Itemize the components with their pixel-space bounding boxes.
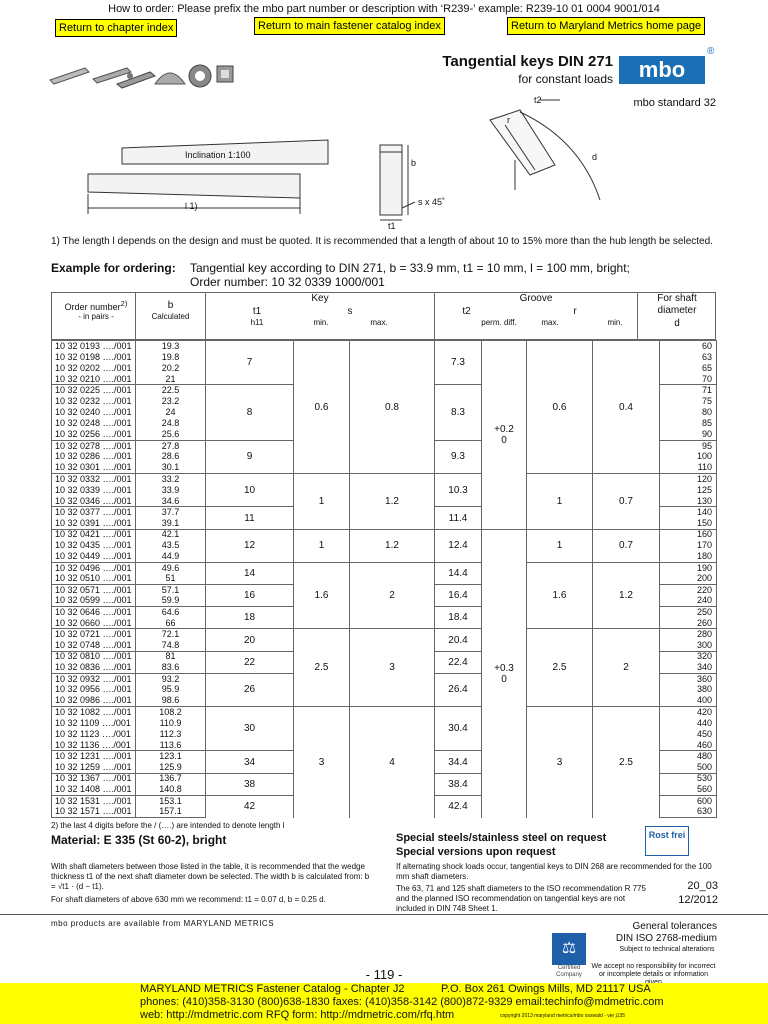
mbo-logo: mbo (619, 56, 705, 84)
b-header: b (167, 300, 174, 311)
order-number-header: Order number$^{2)}$ (64, 299, 128, 312)
b-cell: 27.8 (136, 440, 206, 451)
availability-note: mbo products are available from MARYLAND METRICS (51, 919, 275, 928)
technical-drawing (60, 90, 660, 230)
order-number-cell: 10 32 0449 …./001 (52, 551, 136, 562)
perm-diff-lower: 0 (501, 673, 507, 685)
order-number-cell: 10 32 1136 …./001 (52, 740, 136, 751)
shaft-diameter-cell: 560 (660, 784, 717, 795)
b-cell: 95.9 (136, 684, 206, 695)
order-number-cell: 10 32 0256 …./001 (52, 429, 136, 440)
b-cell: 39.1 (136, 518, 206, 529)
shaft-diameter-cell: 180 (660, 551, 717, 562)
order-number-cell: 10 32 0956 …./001 (52, 684, 136, 695)
shaft-diameter-cell: 380 (660, 684, 717, 695)
order-number-cell: 10 32 0240 …./001 (52, 407, 136, 418)
order-number-cell: 10 32 0193 …./001 (52, 341, 136, 352)
t2-cell: 22.4 (435, 651, 482, 673)
example-line-2: Order number: 10 32 0339 1000/001 (190, 275, 385, 289)
t1-cell: 9 (206, 440, 294, 473)
shaft-diameter-cell: 530 (660, 773, 717, 784)
table-row (52, 474, 717, 485)
table-row (52, 629, 717, 640)
page-number: - 119 - (365, 967, 403, 982)
b-cell: 42.1 (136, 529, 206, 540)
shaft-diameter-cell: 63 (660, 352, 717, 363)
shaft-diameter-cell: 440 (660, 718, 717, 729)
order-number-cell: 10 32 0278 …./001 (52, 440, 136, 451)
order-number-cell: 10 32 0986 …./001 (52, 696, 136, 707)
wedge-note: With shaft diameters between those listed in the table, it is recommended that the wedge thickness t1 of the next shaft diameter down be selected. The width b is calculated from: b = √t1 · (d − t1). (51, 862, 370, 891)
length-note: 1) The length l depends on the design and must be quoted. It is recommended that a length of about 10 to 15% more than the hub length be selected. (51, 236, 713, 247)
b-cell: 30.1 (136, 463, 206, 474)
perm-diff-cell (482, 341, 527, 530)
perm-diff-upper: +0.3 (494, 662, 514, 674)
r-max-cell: 1 (527, 474, 593, 529)
order-number-cell: 10 32 1231 …./001 (52, 751, 136, 762)
key-image-1 (50, 68, 89, 84)
order-number-cell: 10 32 1531 …./001 (52, 795, 136, 806)
order-number-cell: 10 32 0496 …./001 (52, 562, 136, 573)
order-number-cell: 10 32 0339 …./001 (52, 485, 136, 496)
footer-catalog: MARYLAND METRICS Fastener Catalog - Chapter J2 (140, 983, 405, 995)
b-cell: 123.1 (136, 751, 206, 762)
order-number-cell: 10 32 0510 …./001 (52, 573, 136, 584)
t1-cell: 34 (206, 751, 294, 773)
edition-code: 20_03 (687, 880, 718, 892)
r-min-cell: 0.7 (593, 529, 660, 562)
t1-cell: 8 (206, 385, 294, 440)
alteration-note: Subject to technical alterations (619, 946, 715, 953)
shaft-diameter-cell: 160 (660, 529, 717, 540)
shaft-diameter-cell: 500 (660, 762, 717, 773)
length-label: l 1) (185, 201, 198, 211)
chamfer-label: s x 45˚ (418, 197, 446, 207)
in-pairs-header: - in pairs - (78, 312, 114, 321)
shaft-diameter-cell: 130 (660, 496, 717, 507)
cert-emblem-icon: ⚖ (552, 933, 586, 965)
s-min-cell: 1 (294, 529, 350, 562)
t2-cell: 34.4 (435, 751, 482, 773)
r-min-cell: 2 (593, 629, 660, 707)
t2-cell: 11.4 (435, 507, 482, 529)
t2-cell: 10.3 (435, 474, 482, 507)
t1-cell: 7 (206, 341, 294, 385)
order-number-cell: 10 32 0332 …./001 (52, 474, 136, 485)
t1-cell: 12 (206, 529, 294, 562)
shaft-diameter-cell: 150 (660, 518, 717, 529)
order-number-cell: 10 32 1367 …./001 (52, 773, 136, 784)
b-cell: 34.6 (136, 496, 206, 507)
b-cell: 33.9 (136, 485, 206, 496)
order-number-cell: 10 32 0286 …./001 (52, 451, 136, 462)
b-cell: 51 (136, 573, 206, 584)
footer-phones[interactable]: phones: (410)358-3130 (800)638-1830 faxes: (410)358-3142 (800)872-9329 email:techinfo@mdmetric.com (140, 996, 664, 1008)
shaft-diameter-cell: 70 (660, 374, 717, 385)
order-number-cell: 10 32 0836 …./001 (52, 662, 136, 673)
t2-cell: 12.4 (435, 529, 482, 562)
order-number-cell: 10 32 0346 …./001 (52, 496, 136, 507)
shaft-diameter-cell: 190 (660, 562, 717, 573)
shaft-diameter-cell: 280 (660, 629, 717, 640)
t1-cell: 10 (206, 474, 294, 507)
shaft-diameter-cell: 420 (660, 707, 717, 718)
t1-cell: 22 (206, 651, 294, 673)
b-cell: 23.2 (136, 396, 206, 407)
t1-cell: 16 (206, 585, 294, 607)
table-row (52, 341, 717, 352)
r-max-cell: 3 (527, 707, 593, 818)
shaft-diameter-cell: 60 (660, 341, 717, 352)
b-cell: 66 (136, 618, 206, 629)
iso-note: The 63, 71 and 125 shaft diameters to the ISO recommendation R 775 and the planned ISO recommendation on tangential keys are not included in DIN 748 Sheet 1. (396, 884, 646, 913)
example-line-1: Tangential key according to DIN 271, b = 33.9 mm, t1 = 10 mm, l = 100 mm, bright; (190, 261, 630, 275)
r-header: r (573, 306, 577, 317)
page-subtitle: for constant loads (518, 72, 613, 86)
b-cell: 81 (136, 651, 206, 662)
t2-header: t2 (462, 306, 471, 317)
registered-mark: ® (707, 46, 715, 57)
for-shaft-header: For shaft (657, 293, 697, 304)
shaft-diameter-cell: 125 (660, 485, 717, 496)
b-label: b (411, 158, 417, 168)
s-header: s (347, 306, 353, 317)
responsibility-note: We accept no responsibility for incorrect or incomplete details or information (591, 963, 716, 978)
d-header: d (674, 318, 680, 329)
table-row (52, 707, 717, 718)
return-to-chapter-button[interactable]: Return to chapter index (55, 19, 177, 37)
r-label: r (507, 115, 510, 125)
order-number-cell: 10 32 0248 …./001 (52, 418, 136, 429)
t1-cell: 18 (206, 607, 294, 629)
b-cell: 57.1 (136, 585, 206, 596)
b-cell: 59.9 (136, 596, 206, 607)
shaft-diameter-cell: 220 (660, 585, 717, 596)
shaft-diameter-cell: 340 (660, 662, 717, 673)
inclination-label: Inclination 1:100 (185, 150, 251, 160)
t1-cell: 11 (206, 507, 294, 529)
b-cell: 136.7 (136, 773, 206, 784)
b-cell: 112.3 (136, 729, 206, 740)
r-min-cell: 0.4 (593, 341, 660, 474)
order-number-cell: 10 32 0210 …./001 (52, 374, 136, 385)
return-to-fastener-index-button[interactable]: Return to main fastener catalog index (254, 17, 445, 35)
order-number-cell: 10 32 0377 …./001 (52, 507, 136, 518)
order-number-cell: 10 32 0301 …./001 (52, 463, 136, 474)
diameter-header: diameter (657, 305, 697, 316)
b-cell: 24 (136, 407, 206, 418)
example-label: Example for ordering: (51, 261, 176, 275)
din-iso-tolerance: DIN ISO 2768-medium (615, 933, 717, 944)
order-number-cell: 10 32 0599 …./001 (52, 596, 136, 607)
s-max-cell: 2 (350, 562, 435, 629)
b-cell: 83.6 (136, 662, 206, 673)
order-number-cell: 10 32 0748 …./001 (52, 640, 136, 651)
shaft-diameter-cell: 250 (660, 607, 717, 618)
footer-web[interactable]: web: http://mdmetric.com RFQ form: http://mdmetric.com/rfq.htm (140, 1009, 455, 1021)
b-cell: 25.6 (136, 429, 206, 440)
s-max-cell: 4 (350, 707, 435, 818)
nut-image (189, 65, 211, 87)
t1-header: t1 (252, 306, 262, 317)
t1-label: t1 (388, 221, 396, 231)
t2-cell: 30.4 (435, 707, 482, 751)
t2-cell: 8.3 (435, 385, 482, 440)
rostfrei-badge: Rost frei (645, 826, 689, 856)
order-number-cell: 10 32 0435 …./001 (52, 540, 136, 551)
material: Material: E 335 (St 60-2), bright (51, 833, 227, 847)
b-cell: 19.8 (136, 352, 206, 363)
perm-diff-upper: +0.2 (494, 423, 514, 435)
order-number-cell: 10 32 0421 …./001 (52, 529, 136, 540)
shaft-diameter-cell: 120 (660, 474, 717, 485)
b-cell: 44.9 (136, 551, 206, 562)
shaft-diameter-cell: 480 (660, 751, 717, 762)
b-cell: 22.5 (136, 385, 206, 396)
shaft-diameter-cell: 71 (660, 385, 717, 396)
shaft-diameter-cell: 90 (660, 429, 717, 440)
shaft-diameter-cell: 170 (660, 540, 717, 551)
shaft-diameter-cell: 460 (660, 740, 717, 751)
shaft-diameter-cell: 400 (660, 696, 717, 707)
s-min-cell: 3 (294, 707, 350, 818)
t1-cell: 20 (206, 629, 294, 651)
b-cell: 33.2 (136, 474, 206, 485)
b-cell: 93.2 (136, 673, 206, 684)
s-min-cell: 0.6 (294, 341, 350, 474)
t1-cell: 14 (206, 562, 294, 584)
b-cell: 64.6 (136, 607, 206, 618)
copyright: copyright 2013 maryland metrics/mbo osswald - ver j135 (500, 1013, 626, 1019)
t1-cell: 42 (206, 795, 294, 817)
page-title: Tangential keys DIN 271 (442, 53, 613, 70)
b-cell: 98.6 (136, 696, 206, 707)
t2-cell: 14.4 (435, 562, 482, 584)
general-tolerances: General tolerances (632, 921, 717, 932)
b-cell: 157.1 (136, 806, 206, 817)
b-cell: 113.6 (136, 740, 206, 751)
order-number-cell: 10 32 0660 …./001 (52, 618, 136, 629)
b-cell: 20.2 (136, 363, 206, 374)
footer-address: P.O. Box 261 Owings Mills, MD 21117 USA (441, 983, 651, 995)
divider (0, 914, 768, 915)
s-min-cell: 2.5 (294, 629, 350, 707)
woodruff-key-image (155, 73, 185, 84)
order-number-cell: 10 32 0198 …./001 (52, 352, 136, 363)
r-min-cell: 0.7 (593, 474, 660, 529)
b-cell: 21 (136, 374, 206, 385)
b-cell: 19.3 (136, 341, 206, 352)
shaft-diameter-cell: 200 (660, 573, 717, 584)
order-number-cell: 10 32 0202 …./001 (52, 363, 136, 374)
b-cell: 28.6 (136, 451, 206, 462)
d-label: d (592, 152, 598, 162)
return-to-home-button[interactable]: Return to Maryland Metrics home page (507, 17, 705, 35)
shaft-diameter-cell: 240 (660, 596, 717, 607)
b-cell: 140.8 (136, 784, 206, 795)
b-cell: 43.5 (136, 540, 206, 551)
shaft-diameter-cell: 630 (660, 806, 717, 817)
table-row (52, 529, 717, 540)
shaft-diameter-cell: 65 (660, 363, 717, 374)
s-max-header: max. (370, 318, 388, 327)
b-cell: 74.8 (136, 640, 206, 651)
shaft-diameter-cell: 95 (660, 440, 717, 451)
order-number-cell: 10 32 0232 …./001 (52, 396, 136, 407)
s-min-cell: 1.6 (294, 562, 350, 629)
t2-cell: 26.4 (435, 673, 482, 706)
b-cell: 37.7 (136, 507, 206, 518)
s-max-cell: 3 (350, 629, 435, 707)
mbo-standard: mbo standard 32 (633, 97, 716, 109)
order-number-cell: 10 32 1123 …./001 (52, 729, 136, 740)
s-max-cell: 0.8 (350, 341, 435, 474)
t2-cell: 7.3 (435, 341, 482, 385)
t2-cell: 20.4 (435, 629, 482, 651)
table-row (52, 562, 717, 573)
b-cell: 24.8 (136, 418, 206, 429)
b-cell: 108.2 (136, 707, 206, 718)
b-cell: 72.1 (136, 629, 206, 640)
t2-cell: 38.4 (435, 773, 482, 795)
t2-cell: 9.3 (435, 440, 482, 473)
b-cell: 125.9 (136, 762, 206, 773)
order-number-cell: 10 32 0225 …./001 (52, 385, 136, 396)
shaft-diameter-cell: 110 (660, 463, 717, 474)
r-max-cell: 1.6 (527, 562, 593, 629)
t2-cell: 16.4 (435, 585, 482, 607)
shaft-diameter-cell: 260 (660, 618, 717, 629)
order-number-cell: 10 32 0932 …./001 (52, 673, 136, 684)
special-steels: Special steels/stainless steel on request (396, 832, 607, 844)
shaft-diameter-cell: 140 (660, 507, 717, 518)
r-min-cell: 2.5 (593, 707, 660, 818)
order-number-cell: 10 32 0391 …./001 (52, 518, 136, 529)
order-number-cell: 10 32 0571 …./001 (52, 585, 136, 596)
r-max-header: max. (541, 318, 559, 327)
calculated-header: Calculated (151, 312, 190, 321)
order-number-cell: 10 32 0810 …./001 (52, 651, 136, 662)
t1-cell: 30 (206, 707, 294, 751)
s-max-cell: 1.2 (350, 529, 435, 562)
groove-header: Groove (519, 293, 553, 304)
r-max-cell: 1 (527, 529, 593, 562)
shaft-diameter-cell: 300 (660, 640, 717, 651)
t1-cell: 38 (206, 773, 294, 795)
order-number-cell: 10 32 0646 …./001 (52, 607, 136, 618)
order-number-cell: 10 32 1082 …./001 (52, 707, 136, 718)
cert-label: Certified Company (556, 965, 582, 978)
order-number-cell: 10 32 0721 …./001 (52, 629, 136, 640)
footnote-2: 2) the last 4 digits before the / (….) are intended to denote length l (51, 821, 285, 830)
perm-diff-cell (482, 529, 527, 817)
perm-diff-header: perm. diff. (481, 318, 517, 327)
product-images (45, 54, 235, 94)
order-number-cell: 10 32 1571 …./001 (52, 806, 136, 817)
s-min-header: min. (313, 318, 329, 327)
shaft-diameter-cell: 80 (660, 407, 717, 418)
s-max-cell: 1.2 (350, 474, 435, 529)
t2-cell: 18.4 (435, 607, 482, 629)
b-cell: 49.6 (136, 562, 206, 573)
spec-table (51, 340, 717, 818)
t2-cell: 42.4 (435, 795, 482, 817)
b-cell: 110.9 (136, 718, 206, 729)
r-max-cell: 2.5 (527, 629, 593, 707)
b-cell: 153.1 (136, 795, 206, 806)
shaft-diameter-cell: 100 (660, 451, 717, 462)
order-instructions: How to order: Please prefix the mbo part number or description with ‘R239-’ example: R239-10 01 0004 9001/014 (108, 3, 660, 15)
perm-diff-lower: 0 (501, 434, 507, 446)
order-number-cell: 10 32 1259 …./001 (52, 762, 136, 773)
bracket-image (217, 66, 233, 82)
r-min-cell: 1.2 (593, 562, 660, 629)
order-number-cell: 10 32 1109 …./001 (52, 718, 136, 729)
s-min-cell: 1 (294, 474, 350, 529)
h11-header: h11 (250, 318, 264, 327)
shaft-diameter-cell: 75 (660, 396, 717, 407)
edition-date: 12/2012 (678, 894, 718, 906)
shaft-diameter-cell: 85 (660, 418, 717, 429)
shock-load-note: If alternating shock loads occur, tangential keys to DIN 268 are recommended for the 100 mm shaft diameters. (396, 862, 712, 881)
order-number-cell: 10 32 1408 …./001 (52, 784, 136, 795)
large-shaft-note: For shaft diameters of above 630 mm we recommend: t1 = 0.07 d, b = 0.25 d. (51, 895, 326, 904)
r-max-cell: 0.6 (527, 341, 593, 474)
t2-label: t2 (534, 95, 542, 105)
shaft-diameter-cell: 360 (660, 673, 717, 684)
key-header: Key (311, 293, 329, 304)
shaft-diameter-cell: 320 (660, 651, 717, 662)
r-min-header: min. (607, 318, 623, 327)
shaft-diameter-cell: 600 (660, 795, 717, 806)
t1-cell: 26 (206, 673, 294, 706)
special-versions: Special versions upon request (396, 846, 556, 858)
shaft-diameter-cell: 450 (660, 729, 717, 740)
